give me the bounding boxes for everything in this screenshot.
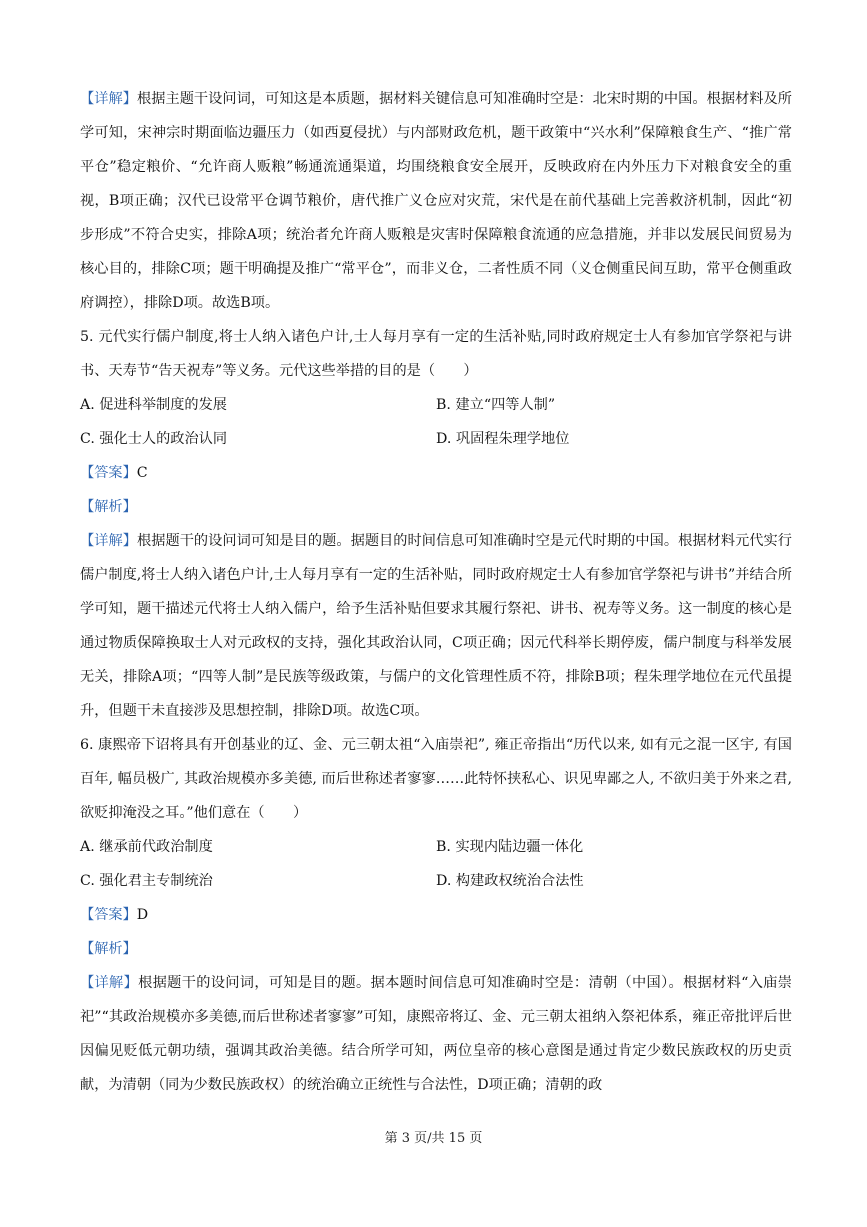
analysis-tag: 【解析】 [80,941,137,957]
question-5-option-b: B. 建立“四等人制” [436,397,556,413]
answer-value: D [136,907,149,923]
question-5-analysis [80,490,792,524]
question-6-options-row-2 [80,864,792,898]
question-6-option-a: A. 继承前代政治制度 [80,839,213,855]
question-5-options-row-2 [80,422,792,456]
detail-text: 根据题干的设问词，可知是目的题。据本题时间信息可知准确时空是：清朝（中国）。根据材料“入庙崇祀”“其政治规模亦多美德,而后世称述者寥寥”可知，康熙帝将辽、金、元三朝太祖纳入祭祀体系，雍正帝批评后世因偏见贬低元朝功绩，强调其政治美德。结合所学可知，两位皇帝的核心意图是通过肯定少数民族政权的历史贡献，为清朝（同为少数民族政权）的统治确立正统性与合法性，D项正确；清朝的政 [80,975,792,1093]
answer-value: C [136,465,148,481]
question-5-option-c: C. 强化士人的政治认同 [80,431,228,447]
question-6-option-c: C. 强化君主专制统治 [80,873,213,889]
question-5-options-row-1 [80,388,792,422]
detail-tag: 【详解】 [80,91,137,107]
answer-tag: 【答案】 [80,907,137,923]
detail-text: 根据题干的设问词可知是目的题。据题目的时间信息可知准确时空是元代时期的中国。根据材料元代实行儒户制度,将士人纳入诸色户计,士人每月享有一定的生活补贴，同时政府规定士人有参加官学祭祀与讲书”并结合所学可知，题干描述元代将士人纳入儒户，给予生活补贴但要求其履行祭祀、讲书、祝寿等义务。这一制度的核心是通过物质保障换取士人对元政权的支持，强化其政治认同，C项正确；因元代科举长期停废，儒户制度与科举发展无关，排除A项；“四等人制”是民族等级政策，与儒户的文化管理性质不符，排除B项；程朱理学地位在元代虽提升，但题干未直接涉及思想控制，排除D项。故选C项。 [80,533,792,719]
question-5-answer [80,456,792,490]
question-5-option-a: A. 促进科举制度的发展 [80,397,227,413]
question-6-options-row-1 [80,830,792,864]
answer-tag: 【答案】 [80,465,137,481]
question-6-analysis [80,932,792,966]
document-page [80,82,792,1102]
intro-paragraph [80,82,792,320]
question-6-answer [80,898,792,932]
question-6-option-b: B. 实现内陆边疆一体化 [436,839,584,855]
detail-tag: 【详解】 [80,975,139,991]
question-5-option-d: D. 巩固程朱理学地位 [436,431,570,447]
question-5-stem: 5. 元代实行儒户制度,将士人纳入诸色户计,士人每月享有一定的生活补贴,同时政府规定士人有参加官学祭祀与讲书、天寿节“告天祝寿”等义务。元代这些举措的目的是（ ） [80,329,792,379]
question-5-detail [80,524,792,728]
question-6-stem: 6. 康熙帝下诏将具有开创基业的辽、金、元三朝太祖“入庙崇祀”, 雍正帝指出“历代以来, 如有元之混一区宇, 有国百年, 幅员极广, 其政治规模亦多美德, 而后世称述者寥寥……此特怀挟私心、识见卑鄙之人, 不欲归美于外来之君, 欲贬抑淹没之耳。”他们意在（ ） [80,737,792,821]
detail-tag: 【详解】 [80,533,137,549]
analysis-tag: 【解析】 [80,499,137,515]
intro-text: 根据主题干设问词，可知这是本质题，据材料关键信息可知准确时空是：北宋时期的中国。根据材料及所学可知，宋神宗时期面临边疆压力（如西夏侵扰）与内部财政危机，题干政策中“兴水利”保障粮食生产、“推广常平仓”稳定粮价、“允许商人贩粮”畅通流通渠道，均围绕粮食安全展开，反映政府在内外压力下对粮食安全的重视，B项正确；汉代已设常平仓调节粮价，唐代推广义仓应对灾荒，宋代是在前代基础上完善救济机制，因此“初步形成”不符合史实，排除A项；统治者允许商人贩粮是灾害时保障粮食流通的应急措施，并非以发展民间贸易为核心目的，排除C项；题干明确提及推广“常平仓”，而非义仓，二者性质不同（义仓侧重民间互助，常平仓侧重政府调控），排除D项。故选B项。 [80,91,792,311]
page-footer: 第 3 页/共 15 页 [384,1131,483,1146]
question-6-option-d: D. 构建政权统治合法性 [436,873,584,889]
question-6-detail [80,966,792,1102]
